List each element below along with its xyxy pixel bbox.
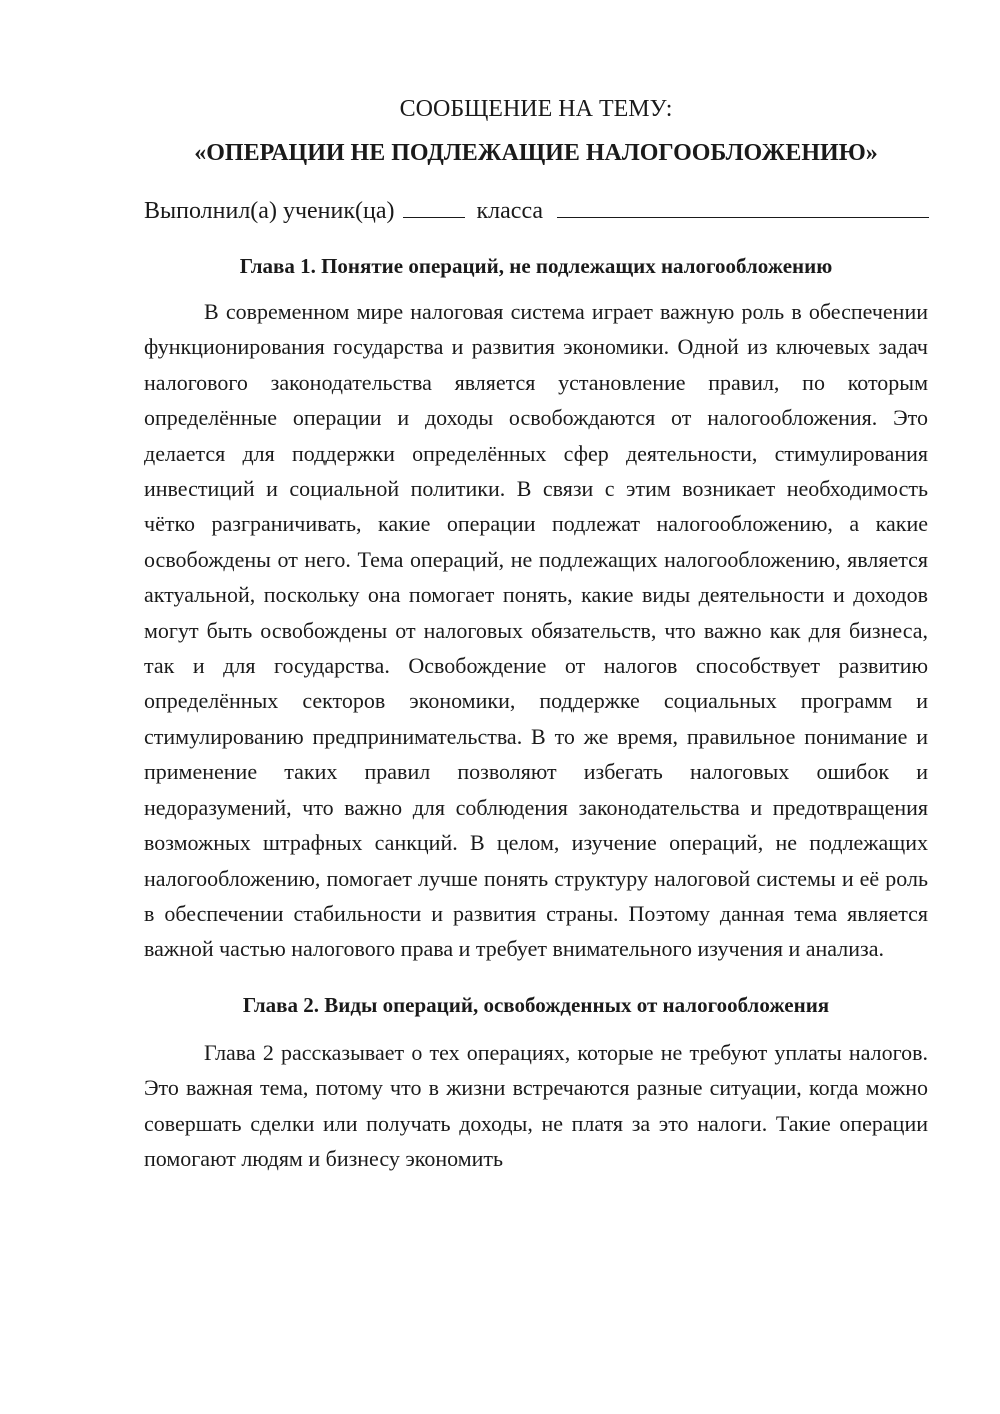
document-page	[144, 92, 928, 1176]
name-blank	[557, 195, 929, 218]
chapter-2-paragraph: Глава 2 рассказывает о тех операциях, которые не требуют уплаты налогов. Это важная тема, потому что в жизни встречаются разные ситуации, когда можно совершать сделки или получать доходы, не платя за это налоги. Такие операции помогают людям и бизнесу экономить	[144, 1039, 928, 1171]
grade-blank	[403, 195, 465, 218]
author-line	[144, 194, 928, 228]
document-title: СООБЩЕНИЕ НА ТЕМУ:	[399, 96, 673, 122]
document-subtitle: «ОПЕРАЦИИ НЕ ПОДЛЕЖАЩИЕ НАЛОГООБЛОЖЕНИЮ»	[194, 140, 878, 166]
author-prefix: Выполнил(а) ученик(ца)	[144, 198, 395, 224]
class-label: класса	[476, 198, 544, 224]
chapter-1-paragraph: В современном мире налоговая система играет важную роль в обеспечении функционирования государства и развития экономики. Одной из ключевых задач налогового законодательства является установление правил, по которым определённые операции и доходы освобождаются от налогообложения. Это делается для поддержки определённых сфер деятельности, стимулирования инвестиций и социальной политики. В связи с этим возникает необходимость чётко разграничивать, какие операции подлежат налогообложению, а какие освобождены от него. Тема операций, не подлежащих налогообложению, является актуальной, поскольку она помогает понять, какие виды деятельности и доходов могут быть освобождены от налоговых обязательств, что важно как для бизнеса, так и для государства. Освобождение от налогов способствует развитию определённых секторов экономики, поддержке социальных программ и стимулированию предпринимательства. В то же время, правильное понимание и применение таких правил позволяют избегать налоговых ошибок и недоразумений, что важно для соблюдения законодательства и предотвращения возможных штрафных санкций. В целом, изучение операций, не подлежащих налогообложению, помогает лучше понять структуру налоговой системы и её роль в обеспечении стабильности и развития страны. Поэтому данная тема является важной частью налогового права и требует внимательного изучения и анализа.	[144, 299, 928, 962]
chapter-1-heading: Глава 1. Понятие операций, не подлежащих налогообложению	[239, 254, 833, 278]
chapter-2-heading: Глава 2. Виды операций, освобожденных от налогообложения	[242, 992, 830, 1017]
